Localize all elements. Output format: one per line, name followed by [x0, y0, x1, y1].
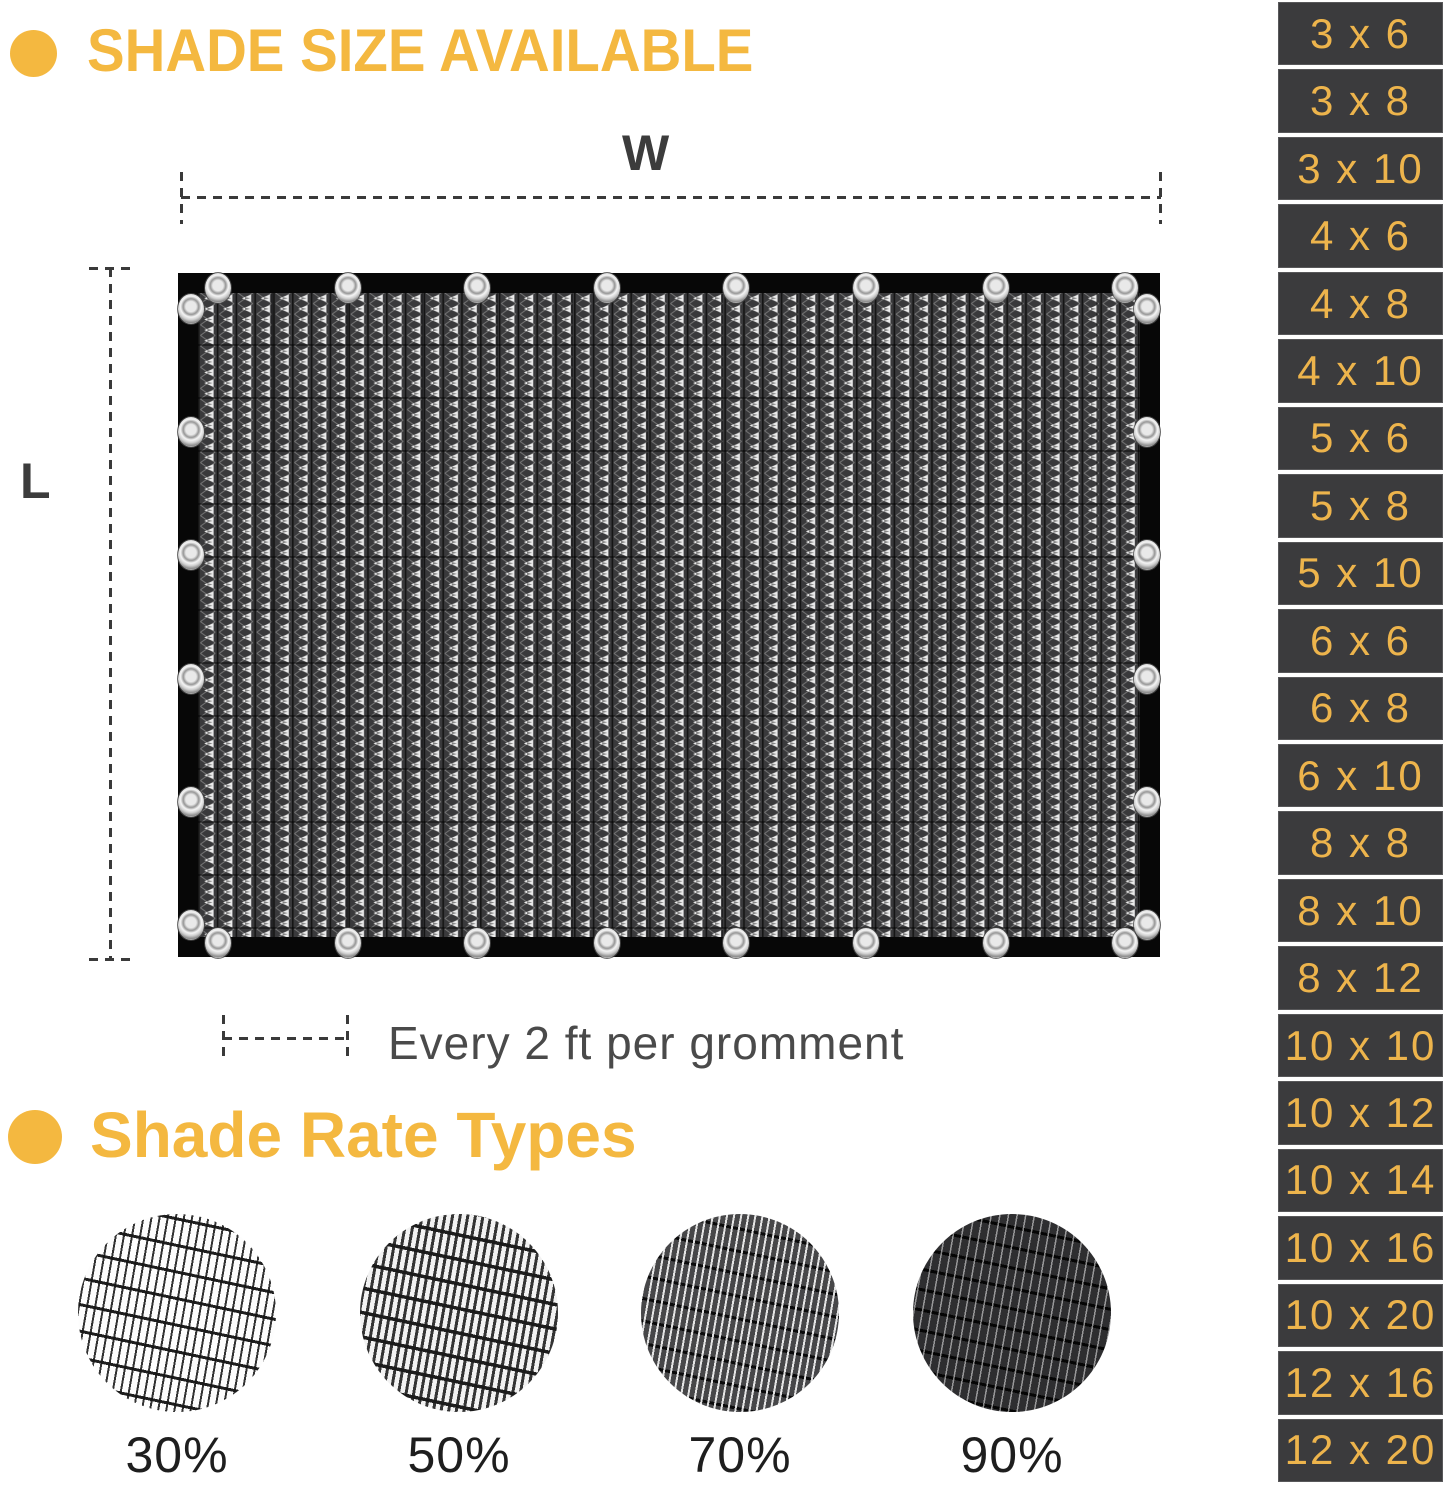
mesh-sample-circle [360, 1214, 558, 1412]
size-option [1278, 474, 1443, 537]
grommet-icon [178, 664, 204, 694]
width-dimension-tick-left [180, 172, 183, 224]
size-option-label: 10 x 16 [1284, 1223, 1437, 1271]
size-option [1278, 879, 1443, 942]
size-option [1278, 811, 1443, 874]
mesh-sample-circle [913, 1214, 1111, 1412]
size-option-label: 10 x 10 [1284, 1021, 1437, 1069]
size-option-label: 8 x 10 [1297, 886, 1424, 934]
size-option-label: 12 x 16 [1284, 1358, 1437, 1406]
size-option [1278, 1419, 1443, 1482]
mesh-texture [198, 293, 1140, 937]
grommet-icon [853, 273, 879, 303]
size-option [1278, 2, 1443, 65]
grommet-icon [205, 273, 231, 303]
size-option [1278, 339, 1443, 402]
grommet-icon [464, 928, 490, 958]
size-option-label: 6 x 10 [1297, 751, 1424, 799]
bullet-icon [8, 1110, 62, 1164]
size-option [1278, 542, 1443, 605]
width-dimension-line [181, 196, 1161, 199]
grommet-icon [1134, 910, 1160, 940]
grommet-icon [335, 928, 361, 958]
size-option-label: 3 x 10 [1297, 144, 1424, 192]
size-option-label: 12 x 20 [1284, 1426, 1437, 1474]
size-option [1278, 69, 1443, 132]
size-option [1278, 204, 1443, 267]
grommet-icon [178, 910, 204, 940]
grommet-icon [723, 928, 749, 958]
size-option [1278, 1216, 1443, 1279]
length-dimension-line [109, 268, 112, 960]
grommet-icon [178, 787, 204, 817]
length-dimension-tick-top [89, 267, 135, 270]
grommet-icon [1134, 787, 1160, 817]
size-option-label: 3 x 6 [1309, 9, 1412, 57]
size-option [1278, 677, 1443, 740]
rate-section-heading [8, 1098, 637, 1172]
shade-rate-sample [641, 1214, 839, 1484]
grommet-icon [983, 273, 1009, 303]
width-label: W [622, 125, 670, 181]
size-option-label: 10 x 12 [1284, 1088, 1437, 1136]
shade-rate-sample [78, 1214, 276, 1484]
shade-rate-percentage: 70% [688, 1427, 792, 1483]
size-option-label: 5 x 8 [1309, 481, 1412, 529]
grommet-icon [1134, 294, 1160, 324]
size-option-label: 10 x 14 [1284, 1156, 1437, 1204]
size-section-heading [10, 16, 796, 85]
size-option-label: 5 x 6 [1309, 414, 1412, 462]
mesh-sample-circle [78, 1214, 276, 1412]
size-option-label: 6 x 8 [1309, 684, 1412, 732]
shade-rate-sample [360, 1214, 558, 1484]
size-option-label: 5 x 10 [1297, 549, 1424, 597]
size-option [1278, 1149, 1443, 1212]
shade-rate-percentage: 30% [125, 1427, 229, 1483]
shade-rate-sample [913, 1214, 1111, 1484]
grommet-icon [594, 928, 620, 958]
size-option [1278, 1081, 1443, 1144]
size-option [1278, 1284, 1443, 1347]
grommet-icon [205, 928, 231, 958]
size-option [1278, 609, 1443, 672]
grommet-spacing-tick-left [222, 1015, 225, 1063]
grommet-icon [983, 928, 1009, 958]
mesh-sample-circle [641, 1214, 839, 1412]
size-section-title: SHADE SIZE AVAILABLE [87, 17, 754, 84]
size-option-label: 3 x 8 [1309, 77, 1412, 125]
size-option-label: 4 x 6 [1309, 212, 1412, 260]
size-options-column [1278, 2, 1443, 1482]
size-option [1278, 1351, 1443, 1414]
shade-rate-percentage: 90% [960, 1427, 1064, 1483]
size-option-label: 8 x 12 [1297, 954, 1424, 1002]
grommet-icon [853, 928, 879, 958]
size-option-label: 10 x 20 [1284, 1291, 1437, 1339]
shade-net-diagram [178, 273, 1160, 957]
size-option [1278, 946, 1443, 1009]
rate-section-title: Shade Rate Types [90, 1099, 637, 1171]
size-option [1278, 272, 1443, 335]
size-option-label: 4 x 10 [1297, 346, 1424, 394]
length-label: L [20, 453, 51, 509]
grommet-icon [178, 294, 204, 324]
grommet-icon [594, 273, 620, 303]
size-option-label: 8 x 8 [1309, 819, 1412, 867]
width-dimension-tick-right [1159, 172, 1162, 224]
size-option [1278, 407, 1443, 470]
size-option [1278, 1014, 1443, 1077]
grommet-icon [178, 417, 204, 447]
grommet-icon [335, 273, 361, 303]
grommet-spacing-tick-right [346, 1015, 349, 1063]
grommet-icon [1134, 664, 1160, 694]
size-option [1278, 137, 1443, 200]
grommet-icon [1134, 417, 1160, 447]
shade-rate-percentage: 50% [407, 1427, 511, 1483]
grommet-icon [1134, 540, 1160, 570]
size-option-label: 6 x 6 [1309, 616, 1412, 664]
size-option-label: 4 x 8 [1309, 279, 1412, 327]
size-option [1278, 744, 1443, 807]
grommet-spacing-note: Every 2 ft per gromment [388, 1017, 905, 1069]
grommet-icon [1112, 928, 1138, 958]
grommet-spacing-line [223, 1037, 349, 1040]
grommet-icon [1112, 273, 1138, 303]
grommet-icon [464, 273, 490, 303]
bullet-icon [10, 30, 57, 77]
length-dimension-tick-bottom [89, 958, 135, 961]
